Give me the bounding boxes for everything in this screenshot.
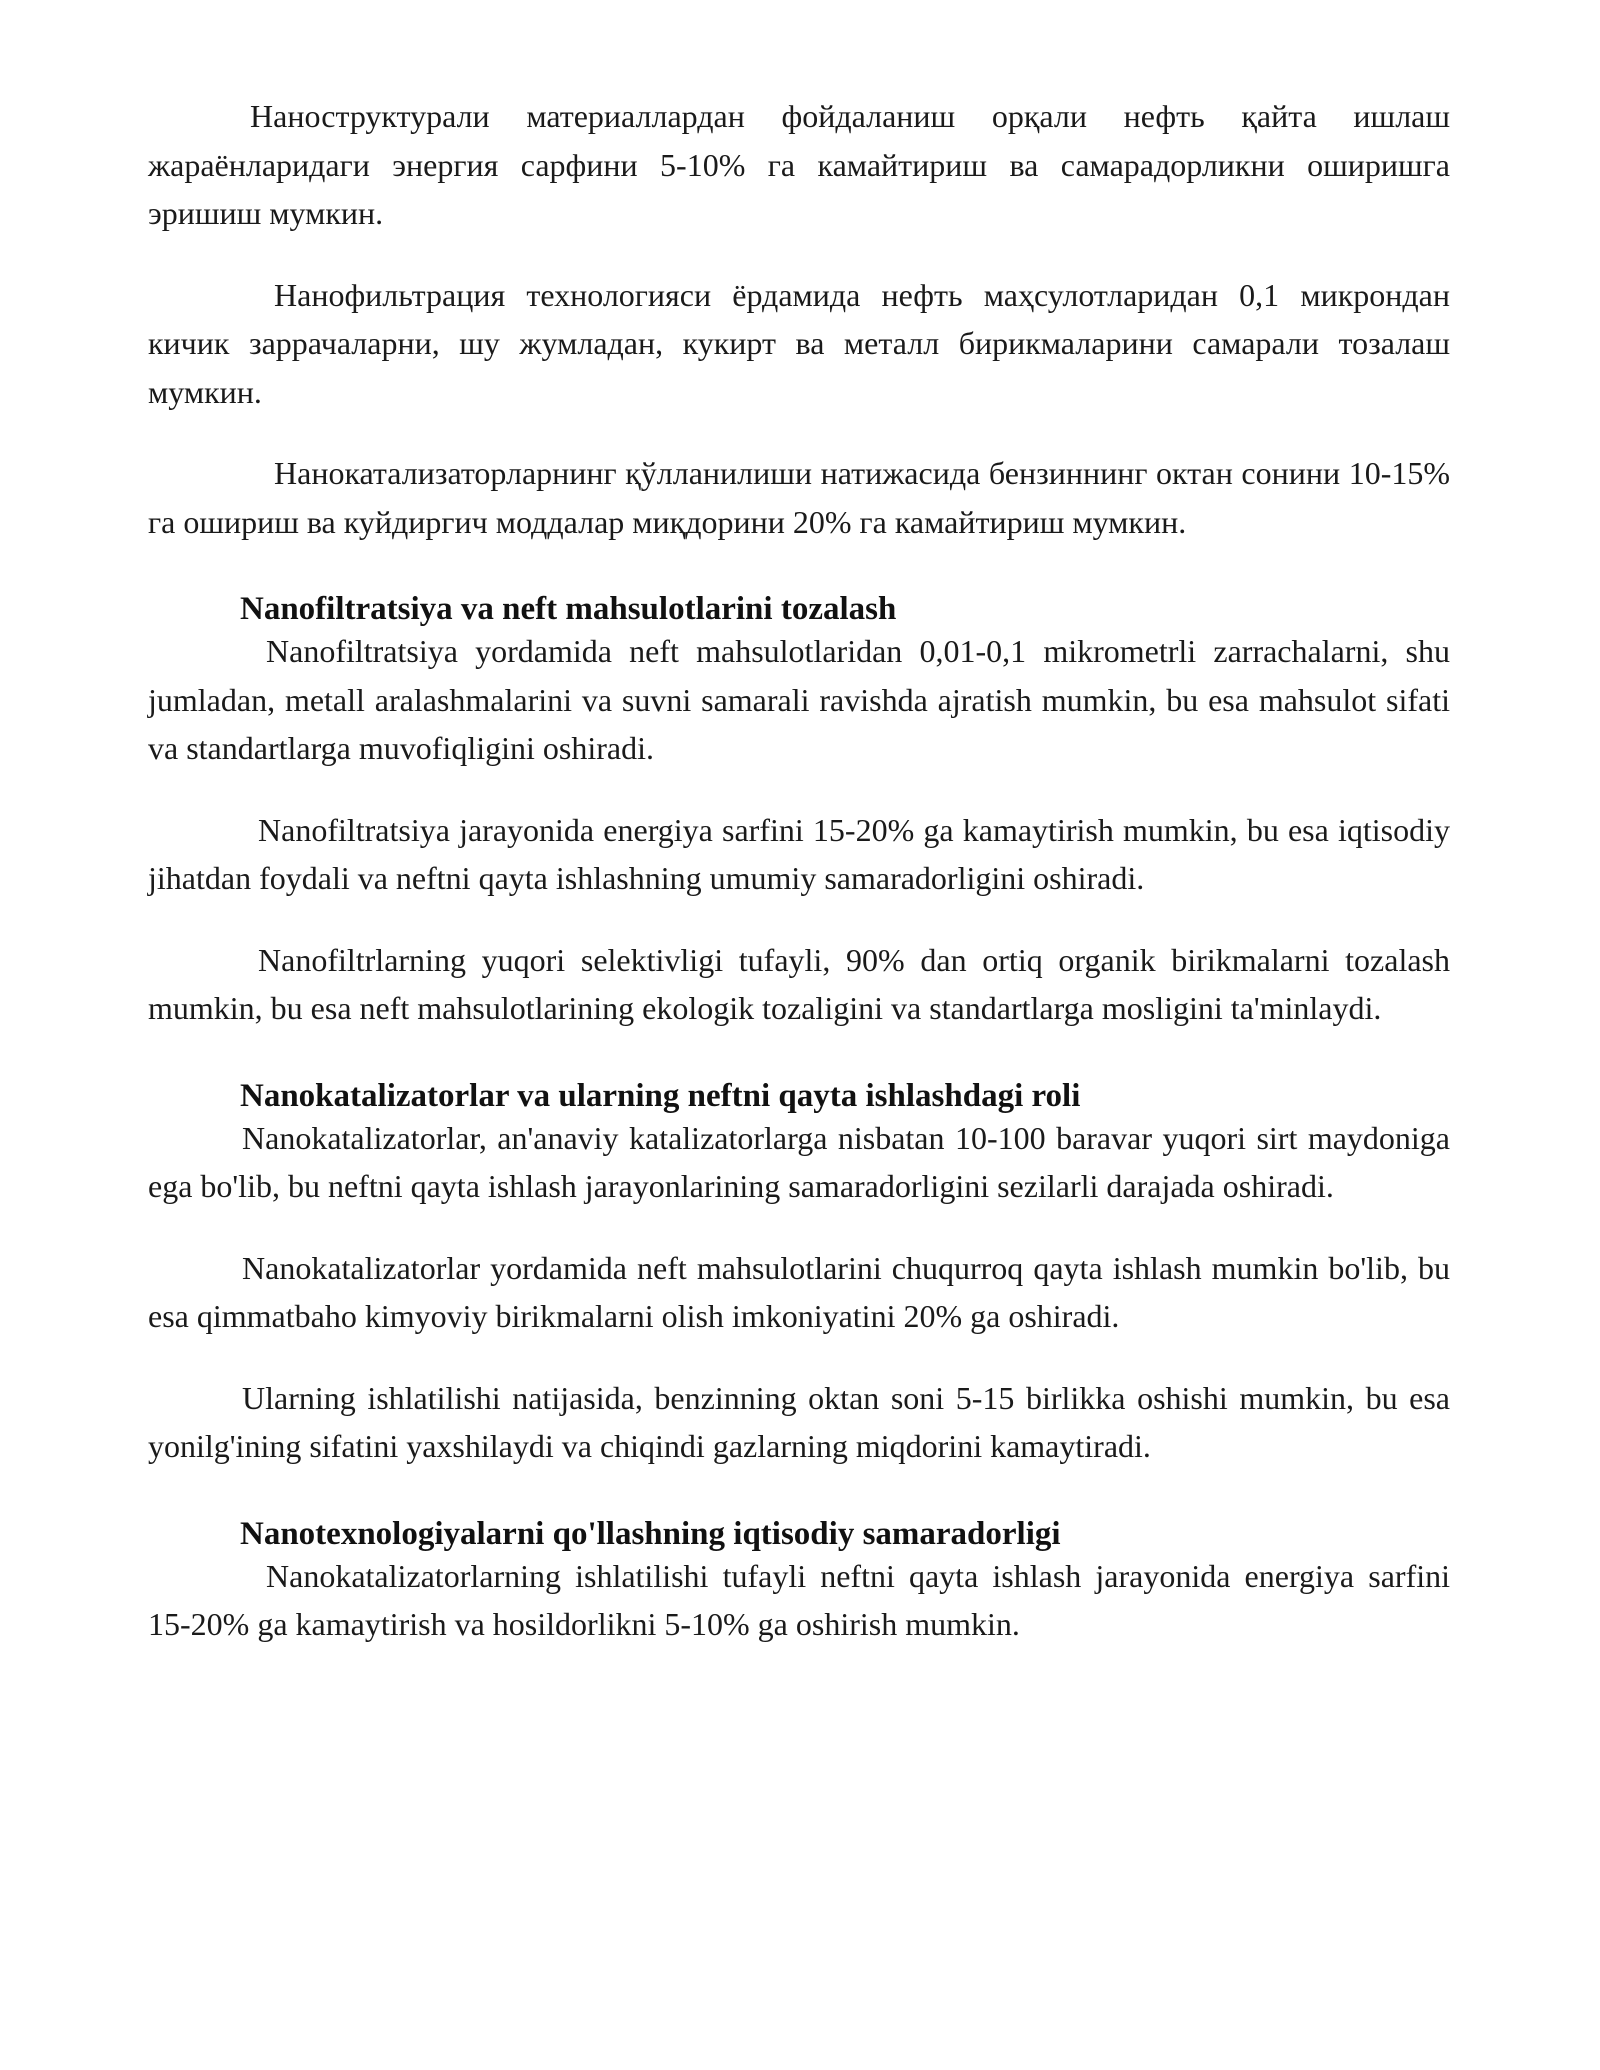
- section-economic-efficiency: [148, 1510, 1450, 1649]
- paragraph: Нанофильтрация технологияси ёрдамида нефть маҳсулотларидан 0,1 микрондан кичик заррачаларни, шу жумладан, кукирт ва металл бирикмаларини самарали тозалаш мумкин.: [148, 276, 1450, 410]
- paragraph: Nanokatalizatorlarning ishlatilishi tufayli neftni qayta ishlash jarayonida energiya sarfini 15-20% ga kamaytirish va hosildorlikni 5-10% ga oshirish mumkin.: [148, 1557, 1450, 1642]
- section-heading: Nanokatalizatorlar va ularning neftni qayta ishlashdagi roli: [240, 1077, 1081, 1114]
- section-nanofiltration: [148, 585, 1450, 1033]
- paragraph: Nanofiltratsiya yordamida neft mahsulotlaridan 0,01-0,1 mikrometrli zarrachalarni, shu jumladan, metall aralashmalarini va suvni samarali ravishda ajratish mumkin, bu esa mahsulot sifati va standartlarga muvofiqligini oshiradi.: [148, 633, 1450, 766]
- paragraph: Нанокатализаторларнинг қўлланилиши натижасида бензиннинг октан сонини 10-15% га ошириш ва куйдиргич моддалар миқдорини 20% га камайтириш мумкин.: [148, 455, 1450, 540]
- paragraph: Nanokatalizatorlar, an'anaviy katalizatorlarga nisbatan 10-100 baravar yuqori sirt maydoniga ega bo'lib, bu neftni qayta ishlash jarayonlarining samaradorligini sezilarli darajada oshiradi.: [148, 1119, 1450, 1204]
- paragraph: Наноструктурали материаллардан фойдаланиш орқали нефть қайта ишлаш жараёнларидаги энергия сарфини 5-10% га камайтириш ва самарадорликни оширишга эришиш мумкин.: [148, 98, 1450, 231]
- paragraph: Ularning ishlatilishi natijasida, benzinning oktan soni 5-15 birlikka oshishi mumkin, bu esa yonilg'ining sifatini yaxshilaydi va chiqindi gazlarning miqdorini kamaytiradi.: [148, 1379, 1450, 1464]
- section-nanocatalysts: [148, 1072, 1450, 1471]
- paragraph: Nanofiltratsiya jarayonida energiya sarfini 15-20% ga kamaytirish mumkin, bu esa iqtisodiy jihatdan foydali va neftni qayta ishlashning umumiy samaradorligini oshiradi.: [148, 811, 1450, 896]
- paragraph: Nanofiltrlarning yuqori selektivligi tufayli, 90% dan ortiq organik birikmalarni tozalash mumkin, bu esa neft mahsulotlarining ekologik tozaligini va standartlarga mosligini ta'minlaydi.: [148, 941, 1450, 1026]
- section-heading: Nanofiltratsiya va neft mahsulotlarini tozalash: [240, 591, 897, 627]
- document-body: [148, 92, 1450, 1649]
- paragraph: Nanokatalizatorlar yordamida neft mahsulotlarini chuqurroq qayta ishlash mumkin bo'lib, bu esa qimmatbaho kimyoviy birikmalarni olish imkoniyatini 20% ga oshiradi.: [148, 1249, 1450, 1334]
- section-heading: Nanotexnologiyalarni qo'llashning iqtisodiy samaradorligi: [240, 1515, 1061, 1552]
